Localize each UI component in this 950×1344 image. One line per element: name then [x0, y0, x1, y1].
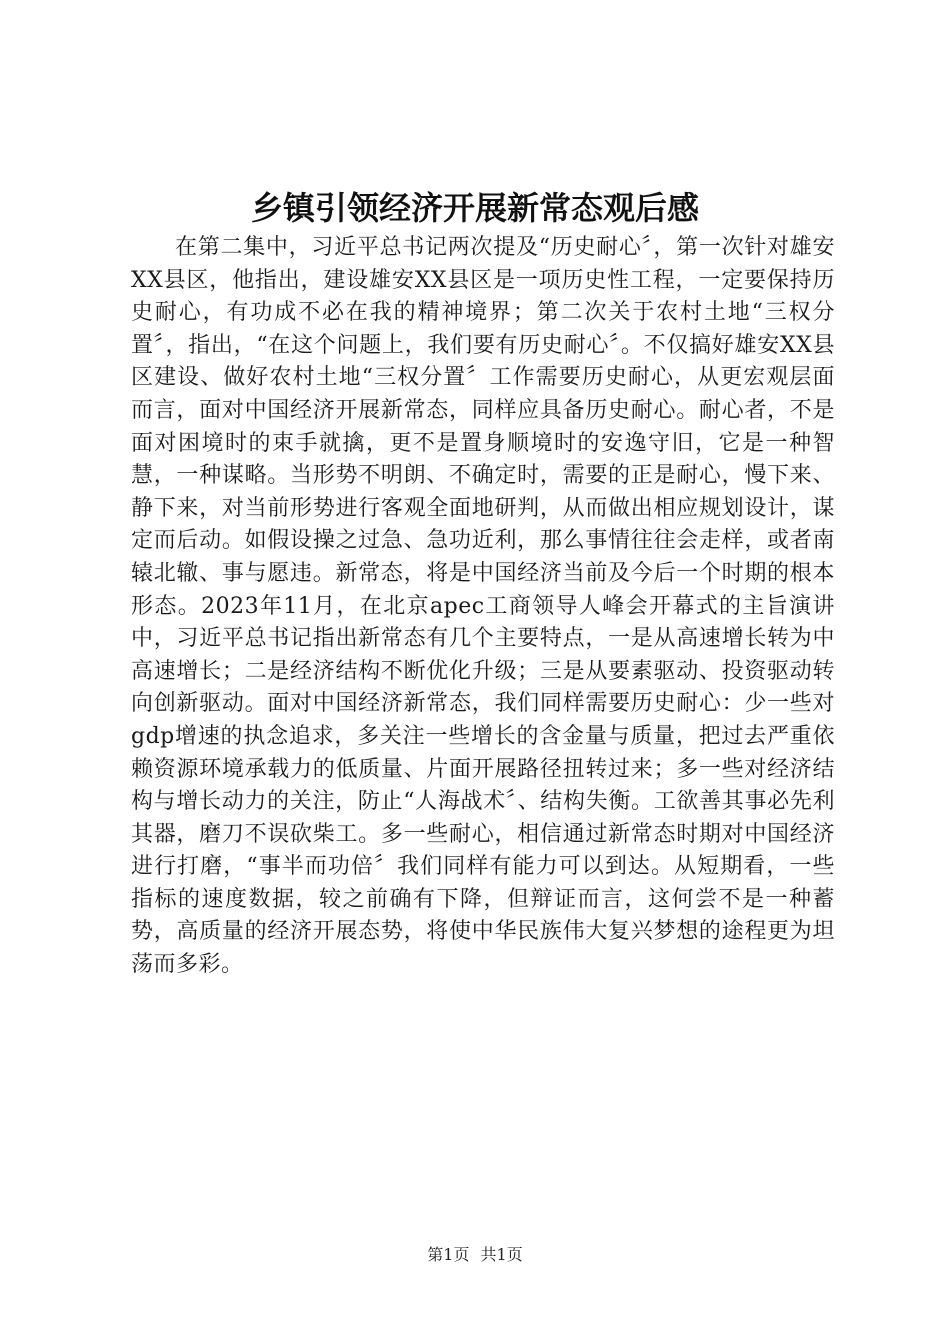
page-total: 共1页	[480, 1245, 523, 1264]
document-body-paragraph: 在第二集中，习近平总书记两次提及“历史耐心〞，第一次针对雄安XX县区，他指出，建设雄安XX县区是一项历史性工程，一定要保持历史耐心，有功成不必在我的精神境界；第二次关于农村土地“三权分置〞，指出，“在这个问题上，我们要有历史耐心〞。不仅搞好雄安XX县区建设、做好农村土地“三权分置〞工作需要历史耐心，从更宏观层面而言，面对中国经济开展新常态，同样应具备历史耐心。耐心者，不是面对困境时的束手就擒，更不是置身顺境时的安逸守旧，它是一种智慧，一种谋略。当形势不明朗、不确定时，需要的正是耐心，慢下来、静下来，对当前形势进行客观全面地研判，从而做出相应规划设计，谋定而后动。如假设操之过急、急功近利，那么事情往往会走样，或者南辕北辙、事与愿违。新常态，将是中国经济当前及今后一个时期的根本形态。2023年11月，在北京apec工商领导人峰会开幕式的主旨演讲中，习近平总书记指出新常态有几个主要特点，一是从高速增长转为中高速增长；二是经济结构不断优化升级；三是从要素驱动、投资驱动转向创新驱动。面对中国经济新常态，我们同样需要历史耐心：少一些对gdp增速的执念追求，多关注一些增长的含金量与质量，把过去严重依赖资源环境承载力的低质量、片面开展路径扭转过来；多一些对经济结构与增长动力的关注，防止“人海战术〞、结构失衡。工欲善其事必先利其器，磨刀不误砍柴工。多一些耐心，相信通过新常态时期对中国经济进行打磨，“事半而功倍〞我们同样有能力可以到达。从短期看，一些指标的速度数据，较之前确有下降，但辩证而言，这何尝不是一种蓄势，高质量的经济开展态势，将使中华民族伟大复兴梦想的途程更为坦荡而多彩。	[131, 235, 835, 978]
page-number: 第1页	[427, 1245, 470, 1264]
document-title: 乡镇引领经济开展新常态观后感	[250, 189, 699, 227]
page-footer	[0, 1244, 950, 1266]
